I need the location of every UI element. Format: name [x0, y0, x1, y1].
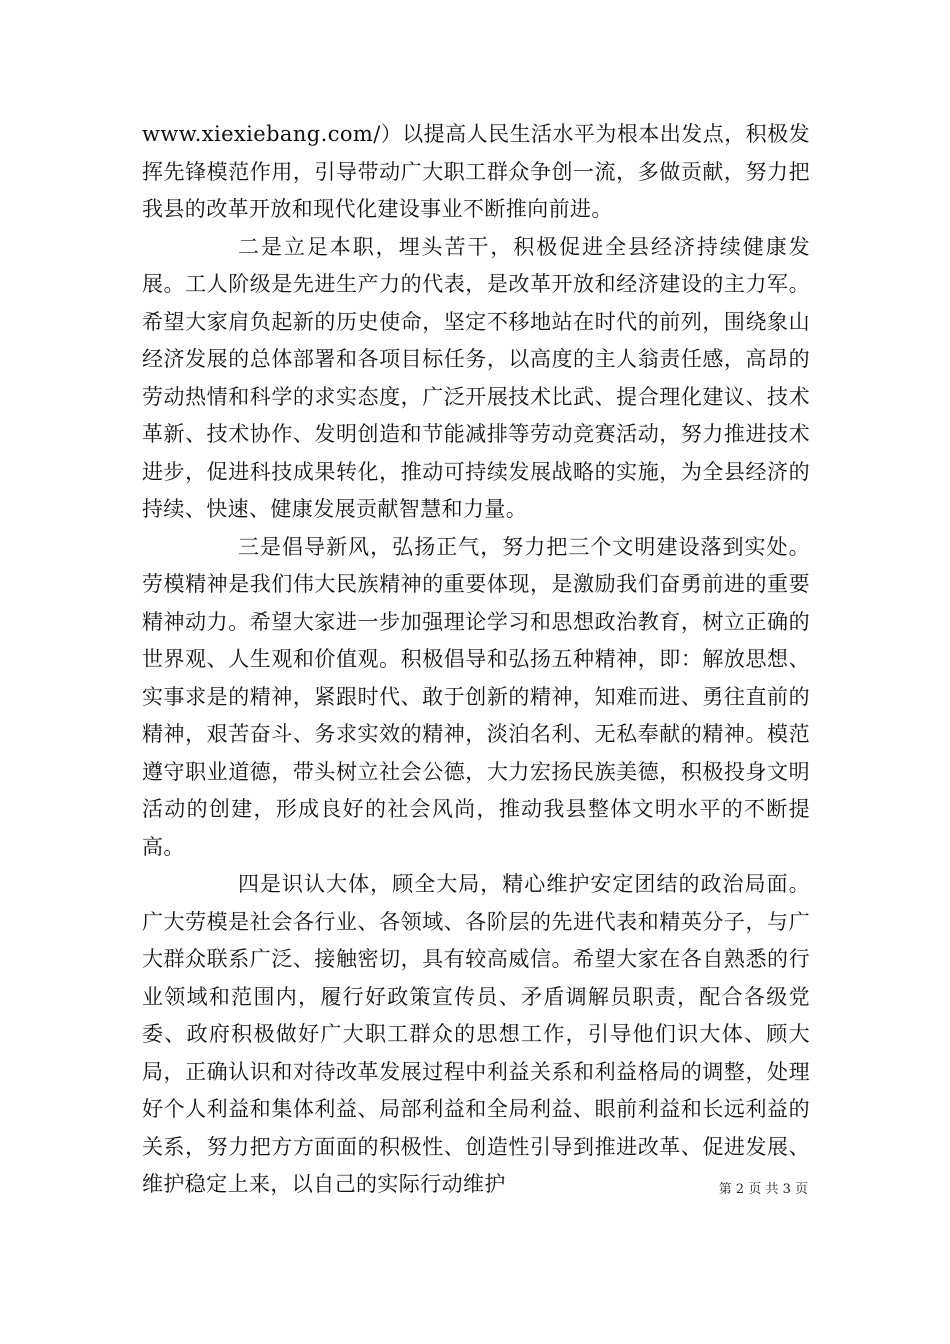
paragraph-point-two: 二是立足本职，埋头苦干，积极促进全县经济持续健康发展。工人阶级是先进生产力的代表，是改革开放和经济建设的主力军。希望大家肩负起新的历史使命，坚定不移地站在时代的前列，围绕象山经济发展的总体部署和各项目标任务，以高度的主人翁责任感，高昂的劳动热情和科学的求实态度，广泛开展技术比武、提合理化建议、技术革新、技术协作、发明创造和节能减排等劳动竞赛活动，努力推进技术进步，促进科技成果转化，推动可持续发展战略的实施，为全县经济的持续、快速、健康发展贡献智慧和力量。: [142, 234, 810, 521]
paragraph-point-four: 四是识认大体，顾全大局，精心维护安定团结的政治局面。广大劳模是社会各行业、各领域、各阶层的先进代表和精英分子，与广大群众联系广泛、接触密切，具有较高威信。希望大家在各自熟悉的行业领域和范围内，履行好政策宣传员、矛盾调解员职责，配合各级党委、政府积极做好广大职工群众的思想工作，引导他们识大体、顾大局，正确认识和对待改革发展过程中利益关系和利益格局的调整，处理好个人利益和集体利益、局部利益和全局利益、眼前利益和长远利益的关系，努力把方方面面的积极性、创造性引导到推进改革、促进发展、维护稳定上来，以自己的实际行动维护: [142, 872, 810, 1196]
page-number-footer: 第 2 页 共 3 页: [718, 1182, 808, 1197]
paragraph-point-three: 三是倡导新风，弘扬正气，努力把三个文明建设落到实处。劳模精神是我们伟大民族精神的重要体现，是激励我们奋勇前进的重要精神动力。希望大家进一步加强理论学习和思想政治教育，树立正确的世界观、人生观和价值观。积极倡导和弘扬五种精神，即：解放思想、实事求是的精神，紧跟时代、敢于创新的精神，知难而进、勇往直前的精神，艰苦奋斗、务求实效的精神，淡泊名利、无私奉献的精神。模范遵守职业道德，带头树立社会公德，大力宏扬民族美德，积极投身文明活动的创建，形成良好的社会风尚，推动我县整体文明水平的不断提高。: [142, 534, 810, 859]
paragraph-continuation: www.xiexiebang.com/）以提高人民生活水平为根本出发点，积极发挥先锋模范作用，引导带动广大职工群众争创一流，多做贡献，努力把我县的改革开放和现代化建设事业不断推向前进。: [142, 122, 810, 221]
document-body: [142, 116, 810, 1204]
